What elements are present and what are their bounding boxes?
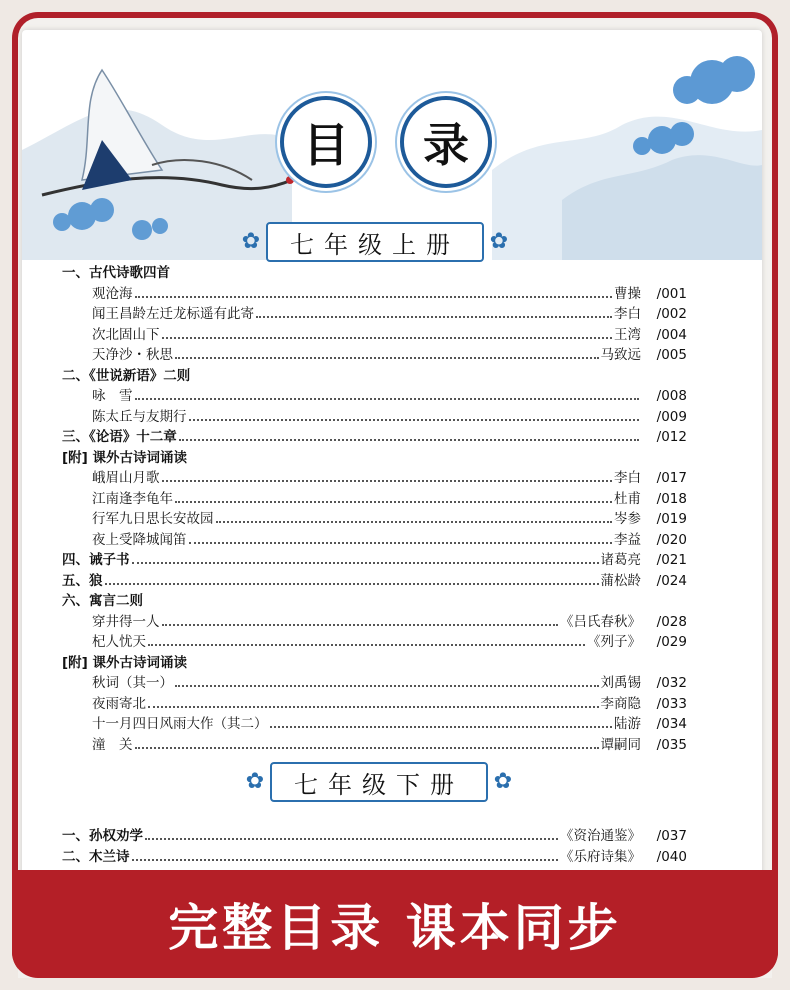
toc-entry-page: /019 bbox=[656, 511, 687, 527]
toc-entry-page: /009 bbox=[656, 408, 687, 425]
toc-entry-title: 行军九日思长安故园 bbox=[92, 511, 214, 527]
title-char-2: 录 bbox=[400, 96, 492, 188]
toc-entry-title: 杞人忧天 bbox=[92, 634, 146, 650]
toc-entry-author: 杜甫 bbox=[614, 490, 641, 507]
toc-entry-page: /040 bbox=[656, 849, 687, 865]
ornament-right-icon: ✿ bbox=[489, 229, 509, 254]
toc-section bbox=[62, 846, 687, 865]
dot-leader bbox=[179, 439, 639, 441]
toc-entry-author: 谭嗣同 bbox=[600, 736, 641, 753]
volume-banner-lower bbox=[234, 762, 524, 802]
toc-entry-author: 马致远 bbox=[600, 347, 641, 363]
toc-entry-title: 四、诫子书 bbox=[62, 552, 130, 568]
toc-entry-page: /008 bbox=[656, 388, 687, 404]
toc-entry-author: 曹操 bbox=[614, 285, 641, 302]
title-char-1: 目 bbox=[280, 96, 372, 188]
toc-entry-page: /020 bbox=[656, 531, 687, 548]
toc-entry-title: 秋词（其一） bbox=[92, 675, 173, 691]
ornament-left-icon: ✿ bbox=[241, 229, 261, 254]
toc-entry-title: 二、木兰诗 bbox=[62, 849, 130, 865]
toc-entry-title: 六、寓言二则 bbox=[62, 593, 143, 609]
volume-title-upper: 七年级上册 bbox=[266, 222, 484, 262]
toc-entry-title: 十一月四日风雨大作（其二） bbox=[92, 716, 268, 732]
dot-leader bbox=[175, 501, 612, 503]
toc-entry-author: 李白 bbox=[614, 470, 641, 486]
dot-leader bbox=[162, 624, 559, 626]
toc-entry-author: 李白 bbox=[614, 306, 641, 322]
dot-leader bbox=[135, 398, 640, 400]
dot-leader bbox=[162, 337, 613, 339]
toc-entry bbox=[62, 324, 687, 343]
dot-leader bbox=[162, 480, 613, 482]
toc-entry-page: /001 bbox=[656, 285, 687, 302]
toc-entry-author: 《乐府诗集》 bbox=[560, 849, 641, 865]
toc-entry-title: 一、古代诗歌四首 bbox=[62, 265, 170, 281]
toc-entry-title: [附] 课外古诗词诵读 bbox=[62, 654, 188, 671]
toc-section bbox=[62, 825, 687, 844]
book-page bbox=[22, 30, 762, 890]
toc-entry-page: /021 bbox=[656, 552, 687, 568]
toc-entry bbox=[62, 283, 687, 302]
toc-entry-page: /024 bbox=[656, 572, 687, 589]
dot-leader bbox=[132, 859, 559, 861]
toc-entry-page: /018 bbox=[656, 490, 687, 507]
toc-entry bbox=[62, 693, 687, 712]
toc-entry-page: /037 bbox=[656, 828, 687, 844]
toc-entry-page: /002 bbox=[656, 306, 687, 322]
dot-leader bbox=[132, 562, 599, 564]
toc-entry-title: 峨眉山月歌 bbox=[92, 470, 160, 486]
toc-section bbox=[62, 365, 687, 384]
toc-section bbox=[62, 262, 687, 281]
toc-entry-author: 李商隐 bbox=[600, 695, 641, 712]
toc-entry-page: /035 bbox=[656, 736, 687, 753]
dot-leader bbox=[175, 357, 599, 359]
toc-entry-page: /032 bbox=[656, 675, 687, 691]
toc-entry bbox=[62, 713, 687, 732]
toc-entry bbox=[62, 611, 687, 630]
toc-entry-author: 诸葛亮 bbox=[600, 552, 641, 568]
toc-entry-title: 观沧海 bbox=[92, 285, 133, 302]
toc-entry-title: 穿井得一人 bbox=[92, 613, 160, 630]
toc-section bbox=[62, 549, 687, 568]
toc-entry bbox=[62, 303, 687, 322]
toc-entry-author: 《列子》 bbox=[587, 634, 641, 650]
toc-entry-author: 王湾 bbox=[614, 326, 641, 343]
volume-title-lower: 七年级下册 bbox=[270, 762, 488, 802]
toc-entry-page: /034 bbox=[656, 716, 687, 732]
toc-entry-title: 次北固山下 bbox=[92, 326, 160, 343]
toc-entry-page: /033 bbox=[656, 695, 687, 712]
toc-entry-title: 夜雨寄北 bbox=[92, 695, 146, 712]
toc-entry-author: 蒲松龄 bbox=[600, 572, 641, 589]
toc-entry-title: 二、《世说新语》二则 bbox=[62, 367, 191, 384]
toc-section bbox=[62, 652, 687, 671]
toc-section bbox=[62, 447, 687, 466]
dot-leader bbox=[145, 838, 558, 840]
toc-entry-title: 三、《论语》十二章 bbox=[62, 429, 177, 445]
dot-leader bbox=[135, 747, 599, 749]
toc-entry bbox=[62, 631, 687, 650]
toc-entry-author: 李益 bbox=[614, 531, 641, 548]
toc-entry-page: /004 bbox=[656, 326, 687, 343]
toc-section bbox=[62, 590, 687, 609]
toc-entry-title: 咏 雪 bbox=[92, 388, 133, 404]
toc-entry-title: 潼 关 bbox=[92, 736, 133, 753]
toc-entry bbox=[62, 672, 687, 691]
promo-banner bbox=[12, 870, 778, 978]
toc-entry-author: 《吕氏春秋》 bbox=[560, 613, 641, 630]
toc-entry-page: /012 bbox=[656, 429, 687, 445]
toc-section bbox=[62, 570, 687, 589]
dot-leader bbox=[175, 685, 599, 687]
toc-entry bbox=[62, 488, 687, 507]
toc-entry-page: /028 bbox=[656, 613, 687, 630]
dot-leader bbox=[135, 296, 613, 298]
toc-entry-author: 岑参 bbox=[614, 511, 641, 527]
toc-entry-author: 陆游 bbox=[614, 716, 641, 732]
toc-entry bbox=[62, 467, 687, 486]
toc-entry bbox=[62, 734, 687, 753]
toc-entry bbox=[62, 529, 687, 548]
toc-entry-page: /017 bbox=[656, 470, 687, 486]
ornament-left-icon: ✿ bbox=[245, 769, 265, 794]
toc-entry-author: 《资治通鉴》 bbox=[560, 828, 641, 844]
toc-entry-page: /029 bbox=[656, 634, 687, 650]
dot-leader bbox=[189, 419, 640, 421]
dot-leader bbox=[189, 542, 613, 544]
dot-leader bbox=[105, 583, 599, 585]
toc-entry-title: [附] 课外古诗词诵读 bbox=[62, 449, 188, 466]
toc-entry bbox=[62, 344, 687, 363]
dot-leader bbox=[256, 316, 612, 318]
promo-text: 完整目录 课本同步 bbox=[168, 899, 622, 957]
toc-entry-title: 五、狼 bbox=[62, 572, 103, 589]
toc-entry-title: 一、孙权劝学 bbox=[62, 828, 143, 844]
toc-entry bbox=[62, 508, 687, 527]
ornament-right-icon: ✿ bbox=[493, 769, 513, 794]
volume-banner-upper bbox=[230, 222, 520, 262]
toc-entry-author: 刘禹锡 bbox=[600, 675, 641, 691]
toc-entry-title: 闻王昌龄左迁龙标遥有此寄 bbox=[92, 306, 254, 322]
toc-entry bbox=[62, 385, 687, 404]
toc-entry-title: 江南逢李龟年 bbox=[92, 490, 173, 507]
dot-leader bbox=[148, 706, 599, 708]
dot-leader bbox=[270, 726, 613, 728]
toc-entry-title: 夜上受降城闻笛 bbox=[92, 531, 187, 548]
toc-entry-page: /005 bbox=[656, 347, 687, 363]
toc-section bbox=[62, 426, 687, 445]
toc-entry bbox=[62, 406, 687, 425]
dot-leader bbox=[148, 644, 585, 646]
toc-entry-title: 陈太丘与友期行 bbox=[92, 408, 187, 425]
dot-leader bbox=[216, 521, 613, 523]
toc-entry-title: 天净沙・秋思 bbox=[92, 347, 173, 363]
